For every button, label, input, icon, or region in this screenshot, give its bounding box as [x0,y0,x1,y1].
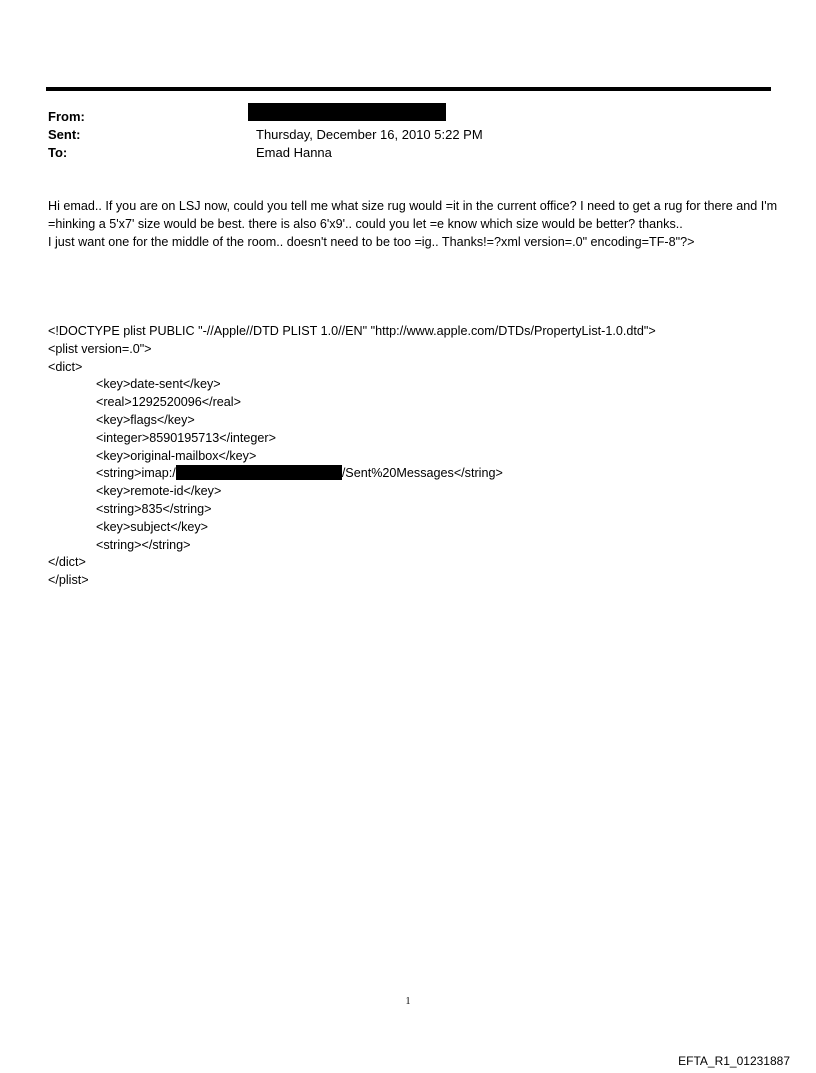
xml-key-original-mailbox: <key>original-mailbox</key> [96,448,257,463]
xml-string-remote-id: <string>835</string> [96,501,212,516]
header-rule [46,87,771,91]
xml-imap-prefix: <string>imap:/ [96,466,176,481]
plist-xml-block [48,323,768,590]
xml-string-subject: <string></string> [96,537,191,552]
xml-imap-suffix: /Sent%20Messages</string> [341,466,503,481]
from-label: From: [48,109,85,124]
xml-plist-open: <plist version=.0"> [48,341,152,356]
message-body [48,197,778,251]
body-paragraph-2: I just want one for the middle of the room.. doesn't need to be too =ig.. Thanks!=?xml version=.0" encoding=TF-8"?> [48,235,695,249]
imap-redaction [176,465,342,480]
xml-plist-close: </plist> [48,573,89,588]
xml-string-imap [48,465,768,483]
xml-key-remote-id: <key>remote-id</key> [96,484,222,499]
xml-integer-value: <integer>8590195713</integer> [96,430,276,445]
to-value: Emad Hanna [256,145,332,160]
xml-dict-close: </dict> [48,555,86,570]
to-label: To: [48,145,68,160]
xml-doctype: <!DOCTYPE plist PUBLIC "-//Apple//DTD PLIST 1.0//EN" "http://www.apple.com/DTDs/PropertyList-1.0.dtd"> [48,324,656,338]
xml-key-date-sent: <key>date-sent</key> [96,377,221,392]
body-paragraph-1: Hi emad.. If you are on LSJ now, could you tell me what size rug would =it in the current office? I need to get a rug for there and I'm =hinking a 5'x7' size would be best. there is also 6'x9'.. could you let =e know which size would be better? thanks.. [48,199,778,231]
xml-key-subject: <key>subject</key> [96,519,209,534]
xml-real-value: <real>1292520096</real> [96,395,241,410]
xml-key-flags: <key>flags</key> [96,412,195,427]
document-id: EFTA_R1_01231887 [678,1054,790,1068]
xml-dict-open: <dict> [48,359,83,374]
sent-value: Thursday, December 16, 2010 5:22 PM [256,127,483,142]
from-redaction [248,103,446,121]
sent-label: Sent: [48,127,81,142]
page-number: 1 [405,996,411,1007]
